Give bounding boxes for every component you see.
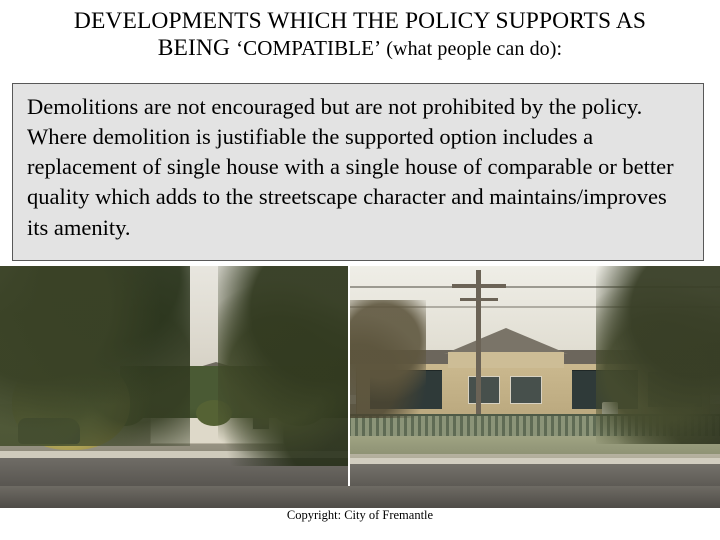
body-textbox xyxy=(12,83,704,261)
title-line-2-suffix: (what people can do): xyxy=(381,38,563,61)
house-gable-face xyxy=(448,352,564,368)
title-line-2-quoted: ‘COMPATIBLE’ xyxy=(236,36,382,61)
house-window xyxy=(510,376,542,404)
street-tree-left xyxy=(348,300,426,418)
body-paragraph: Demolitions are not encouraged but are not prohibited by the policy. Where demolition is justifiable the supported option includes a replacement of single house with a single house of comparable or better quality which adds to the streetscape character and maintains/improves its amenity. xyxy=(27,94,674,240)
page-title xyxy=(10,8,710,62)
street-tree-right xyxy=(596,266,720,444)
foreground-road-band xyxy=(0,486,720,508)
title-line-2 xyxy=(10,35,710,62)
title-line-1: DEVELOPMENTS WHICH THE POLICY SUPPORTS AS xyxy=(73,8,647,34)
power-pole xyxy=(476,270,481,420)
image-existing-single-house-streetscape xyxy=(0,266,348,488)
overhanging-tree-canopy xyxy=(0,266,190,446)
copyright-caption: Copyright: City of Fremantle xyxy=(286,508,434,522)
street-tree-right xyxy=(218,266,348,466)
road-surface xyxy=(348,464,720,488)
title-line-2-prefix: BEING xyxy=(157,35,237,62)
photo-strip xyxy=(0,266,720,488)
house-window xyxy=(468,376,500,404)
house-gable xyxy=(444,328,568,354)
image-replacement-single-house-streetscape xyxy=(348,266,720,488)
photo-divider xyxy=(348,266,350,488)
